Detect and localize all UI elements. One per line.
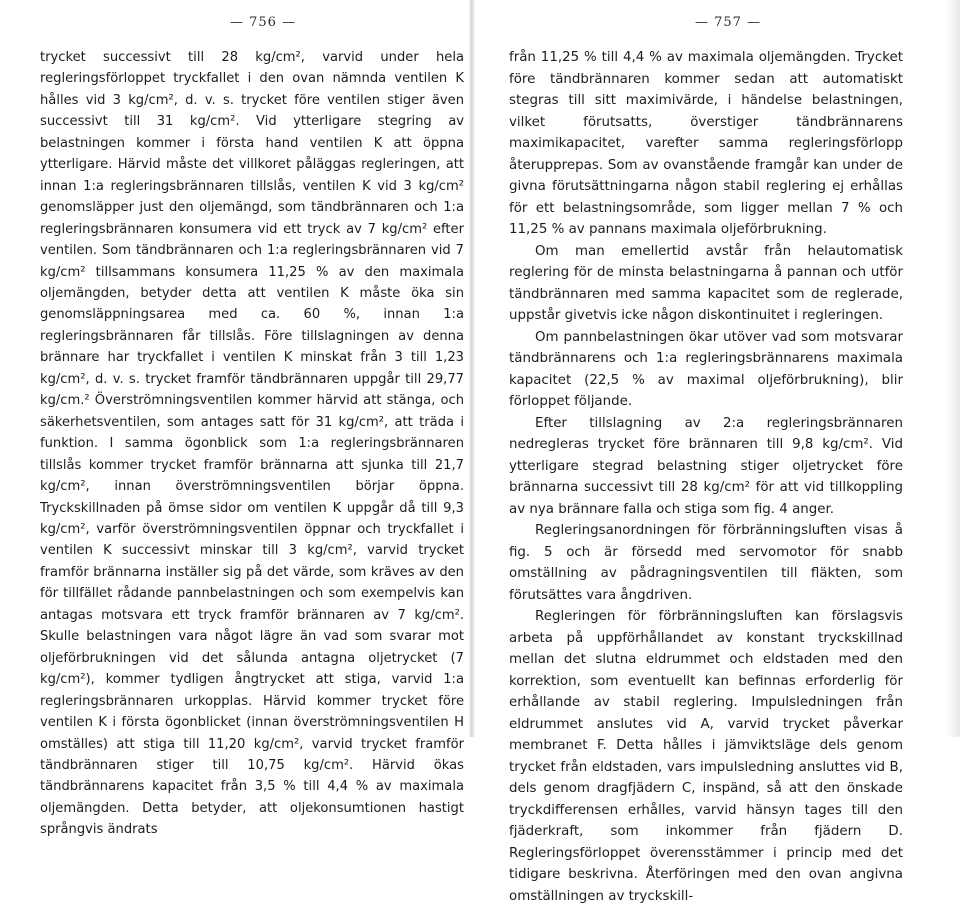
- paragraph: Regleringsanordningen för förbränningsluften visas å fig. 5 och är försedd med servomotor för snabb omställning av pådragningsventilen till fläkten, som förutsättes vara ångdriven.: [509, 523, 903, 603]
- paragraph: Om pannbelastningen ökar utöver vad som motsvarar tändbrännarens och 1:a regleringsbrännarens maximala kapacitet (22,5 % av maximal oljeförbrukning), blir förloppet följande.: [509, 329, 903, 409]
- page-body: [509, 47, 903, 907]
- page-body: [40, 47, 464, 841]
- paragraph: från 11,25 % till 4,4 % av maximala oljemängden. Trycket före tändbrännaren kommer sedan att automatiskt stegras till sitt maximivärde, i händelse belastningen, vilket förutsatts, överstiger tändbrännarens maximikapacitet, varefter samma regleringsförlopp återupprepas. Som av ovanstående framgår kan under de givna förutsättningarna någon stabil reglering ej erhållas för ett belastningsområde, som ligger mellan 7 % och 11,25 % av pannans maximala oljeförbrukning.: [509, 50, 903, 237]
- page-number: — 757 —: [695, 15, 762, 30]
- paragraph: Regleringen för förbränningsluften kan förslagsvis arbeta på uppförhållandet av konstant tryckskillnad mellan det slutna eldrummet och eldstaden med den korrektion, som eventuellt kan befinnas erforderlig för erhållande av stabil reglering. Impulsledningen från eldrummet anslutes vid A, varvid trycket påverkar membranet F. Detta hålles i jämviktsläge dels genom trycket från eldstaden, vars impulsledning ansluttes vid B, dels genom dragfjädern C, inspänd, så att den önskade tryckdifferensen erhålles, varvid hänsyn tages till den fjäderkraft, som inkommer från fjädern D. Regleringsförloppet överensstämmer i princip med det tidigare beskrivna. Återföringen med den ovan angivna omställningen av tryckskill-: [509, 609, 903, 904]
- paragraph: trycket successivt till 28 kg/cm², varvid under hela regleringsförloppet tryckfallet i den ovan nämnda ventilen K hålles vid 3 kg/cm², d. v. s. trycket före ventilen stiger även successivt till 31 kg/cm². Vid ytterligare stegring av belastningen kommer i första hand ventilen K att öppna ytterligare. Härvid måste det villkoret påläggas regleringen, att innan 1:a regleringsbrännaren tillslås, ventilen K vid 3 kg/cm² genomsläpper just den oljemängd, som tändbrännaren och 1:a regleringsbrännaren konsumera vid ett tryck av 7 kg/cm² efter ventilen. Som tändbrännaren och 1:a regleringsbrännaren vid 7 kg/cm² tillsammans konsumera 11,25 % av den maximala oljemängden, betyder detta att ventilen K måste öka sin genomsläppningsarea med ca. 60 %, innan 1:a regleringsbrännaren får tillslås. Före tillslagningen av denna brännare har tryckfallet i ventilen K minskat från 3 till 1,23 kg/cm², d. v. s. trycket framför tändbrännaren uppgår till 29,77 kg/cm.² Överströmningsventilen kommer härvid att stänga, och säkerhetsventilen, som antages satt för 31 kg/cm², att träda i funktion. I samma ögonblick som 1:a regleringsbrännaren tillslås kommer trycket framför brännarna att sjunka till 21,7 kg/cm², innan överströmningsventilen börjar öppna. Tryckskillnaden på ömse sidor om ventilen K uppgår då till 9,3 kg/cm², varför överströmningsventilen öppnar och tryckfallet i ventilen K successivt minskar till 3 kg/cm², varvid trycket framför brännarna inställer sig på det värde, som kräves av den för tillfället rådande pannbelastningen och som exempelvis kan antagas motsvara ett tryck framför brännaren av 7 kg/cm². Skulle belastningen vara något lägre än vad som svarar mot oljeförbrukningen vid det sålunda antagna oljetrycket (7 kg/cm²), kommer tydligen ångtrycket att stiga, varvid 1:a regleringsbrännaren urkopplas. Härvid kommer trycket före ventilen K i första ögonblicket (innan överströmningsventilen H omställes) att stiga till 11,20 kg/cm², varvid trycket framför tändbrännaren stiger till 10,75 kg/cm². Härvid ökas tändbrännarens kapacitet från 3,5 % till 4,4 % av maximala oljemängden. Detta betyder, att oljekonsumtionen hastigt språngvis ändrats: [40, 50, 464, 838]
- page-edge-shadow: [946, 0, 960, 737]
- paragraph: Efter tillslagning av 2:a regleringsbrännaren nedregleras trycket före brännaren till 9,8 kg/cm². Vid ytterligare stegrad belastning stiger oljetrycket före brännarna successivt till 28 kg/cm² för att vid tillkoppling av nya brännare falla och stiga som fig. 4 anger.: [509, 415, 903, 517]
- page-number: — 756 —: [230, 15, 297, 30]
- paragraph: Om man emellertid avstår från helautomatisk reglering för de minsta belastningarna å pannan och utför tändbrännaren med samma kapacitet som de reglerade, uppstår givetvis icke någon diskontinuitet i regleringen.: [509, 243, 903, 323]
- book-gutter: [469, 0, 475, 737]
